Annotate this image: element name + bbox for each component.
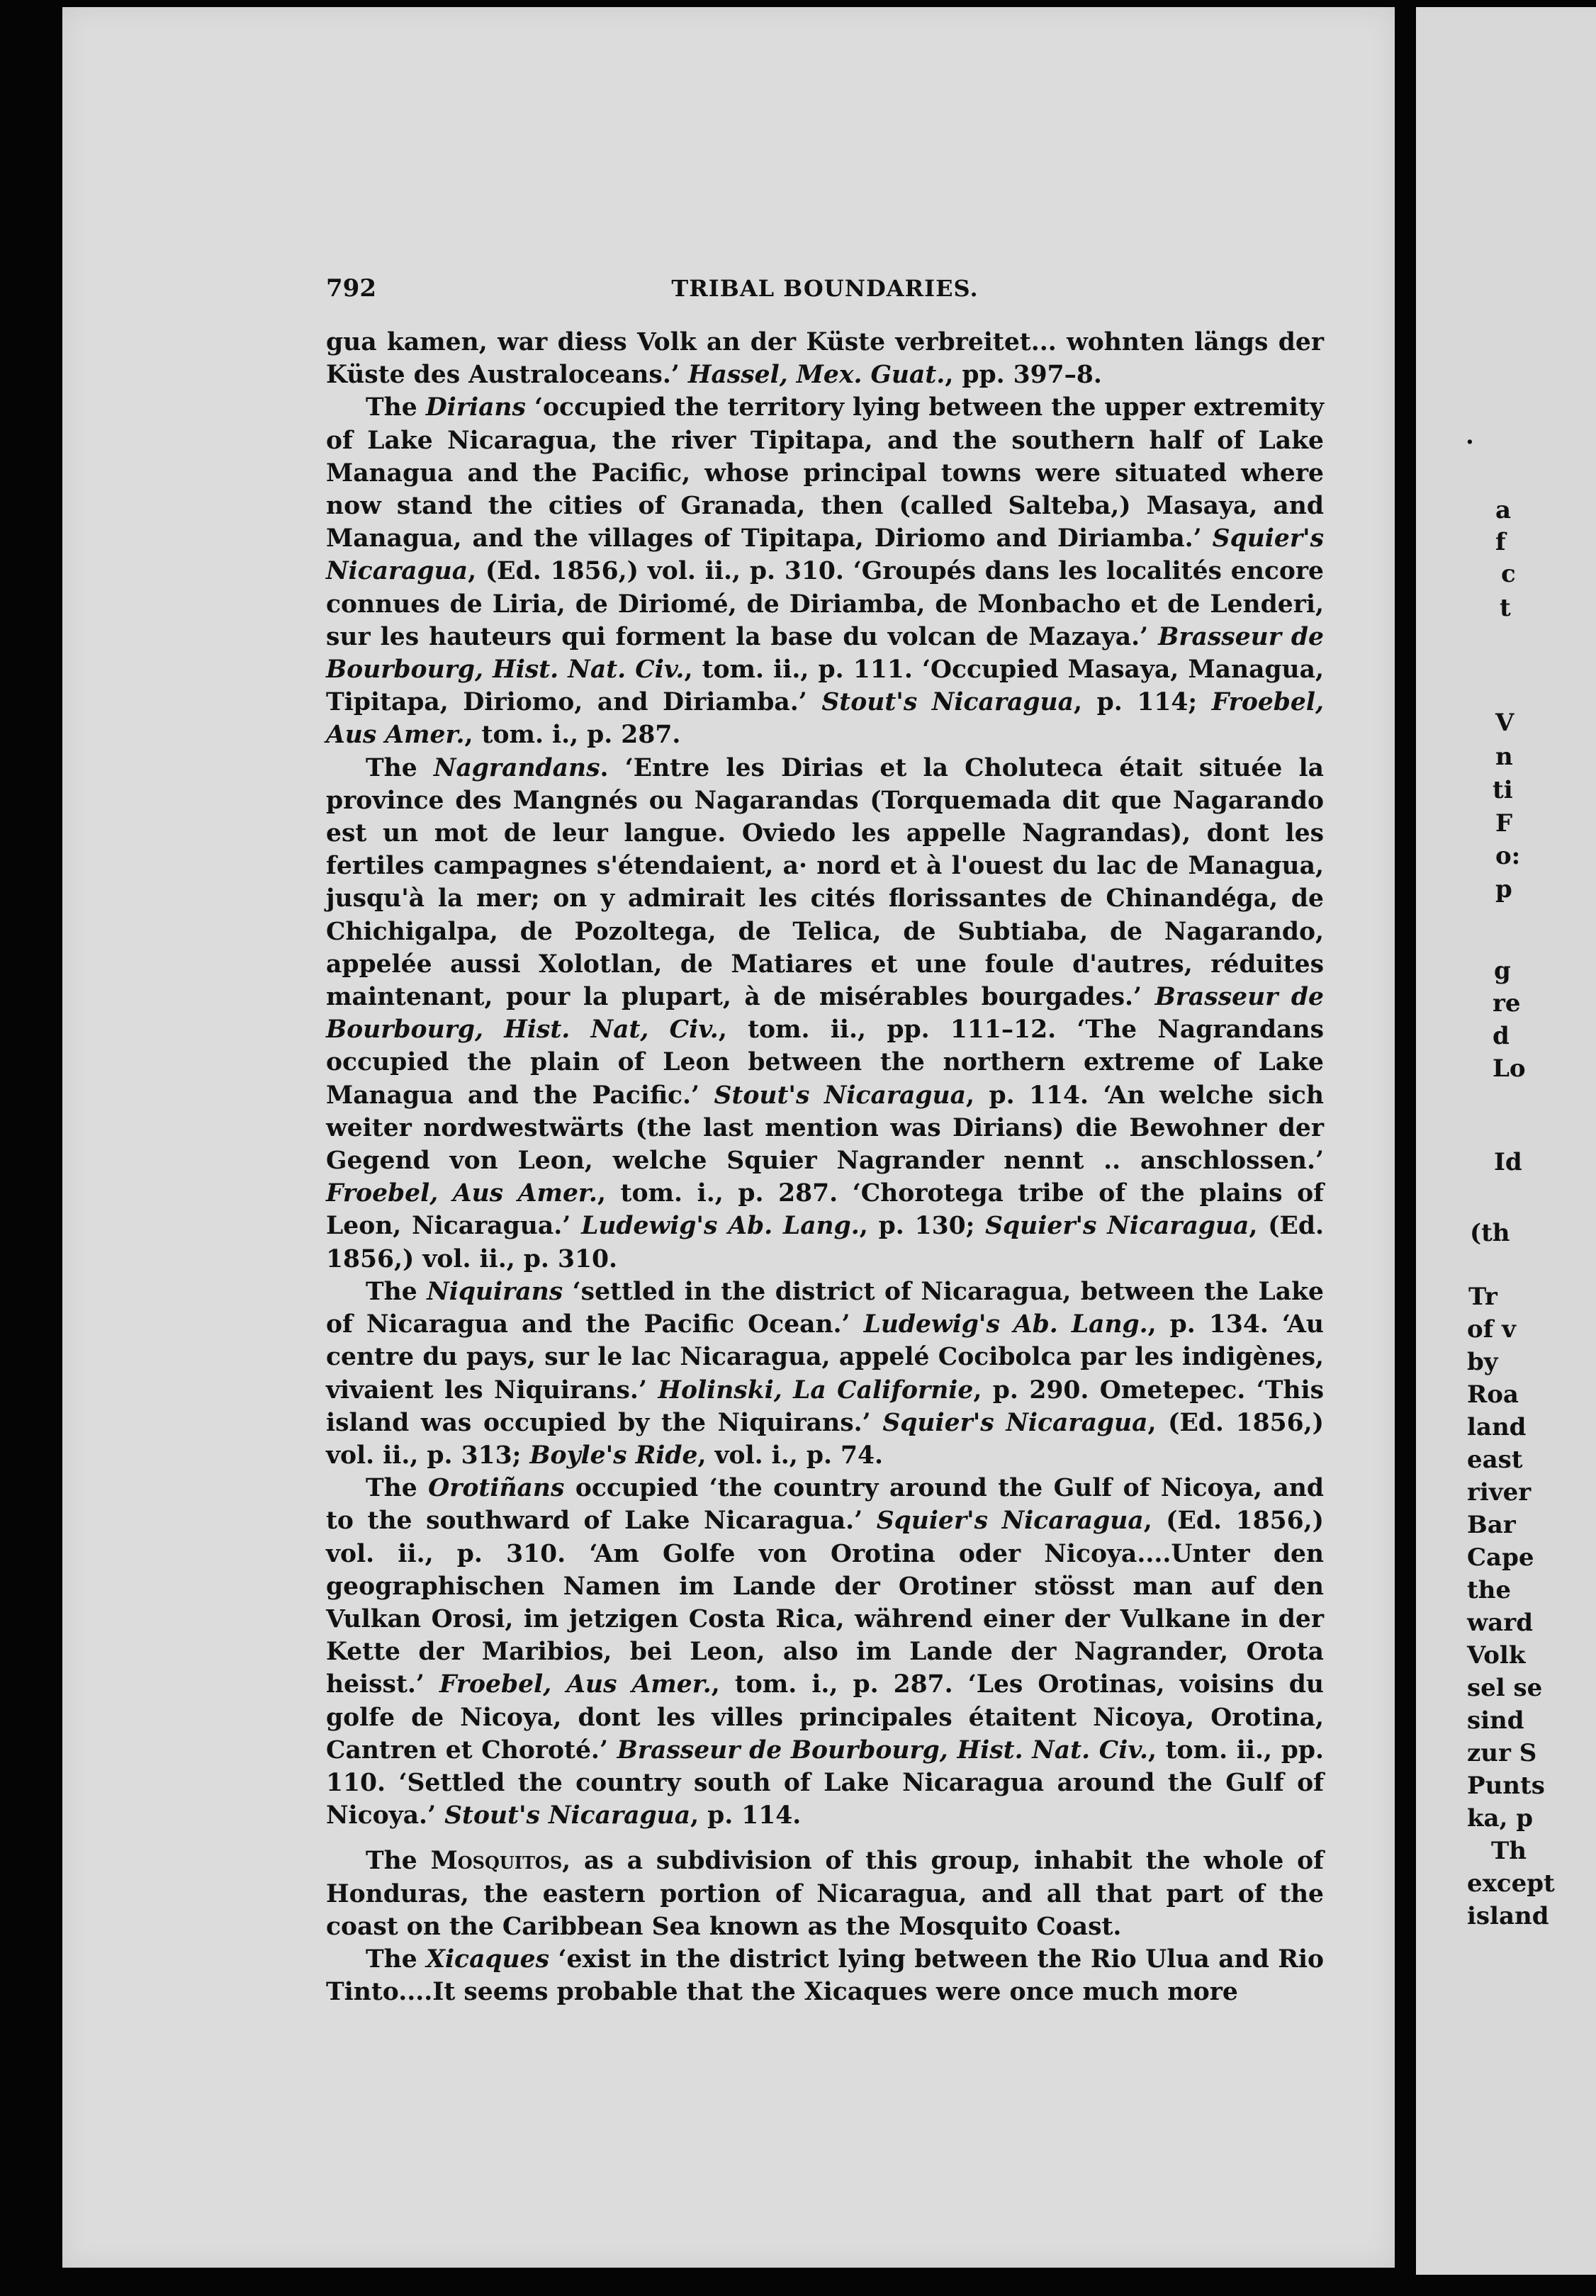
body-text: , p. 114. ‘An welche sich weiter nordwestwärts (the last mention was Dirians) die Bewohner der Gegend von Leon, welche Squier Nagrander nennt .. anschlossen.’ (326, 1081, 1324, 1176)
body-text: The (366, 1277, 427, 1306)
body-text: , (Ed. 1856,) vol. ii., p. 310. (326, 1212, 1324, 1273)
body-text: The (366, 393, 426, 422)
facing-page-fragment: p (1495, 875, 1512, 904)
facing-page-fragment: Th (1491, 1837, 1527, 1865)
body-text: ‘exist in the district lying between the Rio Ulua and Rio Tinto....It seems probable that the Xicaques were once much more (326, 1945, 1325, 2007)
facing-page-fragment: d (1493, 1022, 1510, 1050)
citation-text: Xicaques (426, 1945, 550, 1974)
body-text: . ‘Entre les Dirias et la Choluteca était située la province des Mangnés ou Nagarandas (Torquemada dit que Nagarando est un mot de leur langue. Oviedo les appelle Nagrandas), dont les fertiles campagnes s'étendaient, a· nord et à l'ouest du lac de Managua, jusqu'à la mer; on y admirait les cités florissantes de Chinandéga, de Chichigalpa, de Pozoltega, de Telica, de Subtiaba, de Nagarando, appelée aussi Xolotlan, de Matiares et une foule d'autres, réduites maintenant, pour la plupart, à de misérables bourgades.’ (326, 753, 1324, 1012)
paragraph (326, 1845, 1324, 1943)
body-text: The (366, 753, 434, 782)
body-text: , vol. i., p. 74. (697, 1441, 883, 1470)
book-page (62, 7, 1395, 2268)
running-title: TRIBAL BOUNDARIES. (671, 275, 979, 302)
facing-page-fragment: Volk (1467, 1641, 1526, 1670)
paragraph (326, 391, 1324, 751)
paragraph (326, 1276, 1324, 1472)
facing-page-fragment: f (1495, 528, 1506, 556)
body-text: , as a subdivision of this group, inhabit the whole of Honduras, the eastern portion of Nicaragua, and all that part of the coast on the Caribbean Sea known as the Mosquito Coast. (326, 1847, 1325, 1941)
citation-text: Stout's Nicaragua (821, 688, 1074, 717)
facing-page-fragment: land (1467, 1413, 1527, 1441)
body-text: , p. 114; (1073, 688, 1212, 717)
facing-page-fragment: ward (1467, 1609, 1533, 1637)
citation-text: Squier's Nicaragua (876, 1507, 1144, 1536)
body-text: , p. 134. ‘Au centre du pays, sur le lac Nicaragua, appelé Cocibolca par les indigènes, vivaient les Niquirans.’ (326, 1310, 1324, 1405)
facing-page-fragment: except (1467, 1869, 1555, 1898)
facing-page-fragment: island (1467, 1902, 1549, 1930)
facing-page-fragment: Roa (1467, 1380, 1519, 1409)
body-text: , p. 130; (859, 1212, 986, 1241)
facing-page-fragment: by (1467, 1348, 1498, 1376)
facing-page-fragment: Id (1494, 1148, 1522, 1176)
citation-text: Squier's Nicaragua (985, 1212, 1249, 1241)
citation-text: Squier's Nicaragua (882, 1408, 1148, 1437)
body-text: The (366, 1474, 429, 1503)
facing-page-fragment: o: (1495, 842, 1521, 870)
body-text: ‘settled in the district of Nicaragua, between the Lake of Nicaragua and the Pacific Ocean.’ (326, 1277, 1324, 1339)
body-text: , pp. 397–8. (945, 361, 1102, 390)
facing-page-fragment: east (1467, 1446, 1523, 1474)
body-text: , tom. ii., pp. 110. ‘Settled the country south of Lake Nicaragua around the Gulf of Nicoya.’ (326, 1735, 1324, 1830)
paragraph (326, 326, 1324, 391)
page-text (326, 272, 1324, 2008)
citation-text: Stout's Nicaragua (444, 1801, 691, 1830)
citation-text: Ludewig's Ab. Lang. (581, 1212, 860, 1241)
citation-text: Ludewig's Ab. Lang. (863, 1310, 1148, 1339)
facing-page-fragment: the (1467, 1576, 1512, 1604)
facing-page-fragment: ka, p (1467, 1804, 1534, 1833)
citation-text: Brasseur de Bourbourg, Hist. Nat. Civ. (617, 1735, 1148, 1765)
body-text: , tom. ii., pp. 111–12. ‘The Nagrandans occupied the plain of Leon between the northern extreme of Lake Managua and the Pacific.’ (326, 1015, 1324, 1110)
body-text: , (Ed. 1856,) vol. ii., p. 313; (326, 1408, 1324, 1470)
facing-page-fragment: c (1501, 560, 1516, 588)
citation-text: Froebel, Aus Amer. (439, 1670, 712, 1699)
citation-text: Brasseur de Bourbourg, Hist. Nat. Civ. (326, 622, 1324, 685)
facing-page-fragment: river (1467, 1478, 1532, 1507)
citation-text: Hassel, Mex. Guat. (687, 361, 945, 390)
page-header (326, 272, 1324, 322)
citation-text: Orotiñans (428, 1474, 565, 1503)
paragraph-list (326, 326, 1324, 2008)
citation-text: Squier's Nicaragua (326, 524, 1324, 586)
citation-text: Boyle's Ride (529, 1441, 698, 1470)
citation-text: Holinski, La Californie (658, 1375, 974, 1405)
citation-text: Froebel, Aus Amer. (326, 1179, 597, 1208)
facing-page-edge (1416, 7, 1596, 2275)
body-text: The (366, 1847, 431, 1876)
facing-page-fragment: Punts (1467, 1772, 1545, 1800)
facing-page-fragment: ti (1493, 776, 1513, 804)
facing-page-fragment: . (1466, 422, 1474, 450)
facing-page-fragment: zur S (1467, 1739, 1537, 1767)
body-text: , (Ed. 1856,) vol. ii., p. 310. ‘Am Golfe von Orotina oder Nicoya....Unter den geographischen Namen im Lande der Orotiner stösst man auf den Vulkan Orosi, im jetzigen Costa Rica, während einer der Vulkane in der Kette der Maribios, bei Leon, also im Lande der Nagrander, Orota heisst.’ (326, 1507, 1324, 1699)
citation-text: Stout's Nicaragua (714, 1081, 966, 1110)
citation-text: Dirians (425, 393, 526, 422)
citation-text: Froebel, Aus Amer. (326, 688, 1324, 750)
paragraph (326, 1472, 1324, 1832)
facing-page-fragment: Lo (1493, 1054, 1526, 1083)
facing-page-fragment: Cape (1467, 1543, 1534, 1572)
body-text: occupied ‘the country around the Gulf of Nicoya, and to the southward of Lake Nicaragua.’ (326, 1474, 1324, 1536)
citation-text: Brasseur de Bourbourg, Hist. Nat, Civ. (326, 983, 1324, 1045)
body-text: , tom. i., p. 287. (464, 721, 681, 750)
page-number: 792 (326, 274, 376, 303)
body-text: , tom. i., p. 287. ‘Les Orotinas, voisins du golfe de Nicoya, dont les villes principales étaitent Nicoya, Orotina, Cantren et Choroté.’ (326, 1670, 1324, 1765)
facing-page-fragment: n (1495, 743, 1513, 771)
paragraph (326, 752, 1324, 1276)
facing-page-fragment: sind (1467, 1706, 1524, 1735)
body-text: , p. 290. Ometepec. ‘This island was occupied by the Niquirans.’ (326, 1375, 1324, 1437)
facing-page-fragment: a (1495, 496, 1512, 524)
facing-page-fragment: F (1495, 809, 1513, 838)
facing-page-fragment: sel se (1467, 1674, 1543, 1702)
facing-page-fragment: of v (1467, 1315, 1516, 1344)
body-text: , (Ed. 1856,) vol. ii., p. 310. ‘Groupés dans les localités encore connues de Liria, de Diriomé, de Diriamba, de Monbacho et de Lenderi, sur les hauteurs qui forment la base du volcan de Mazaya.’ (326, 557, 1324, 651)
citation-text: Nagrandans (433, 753, 600, 782)
body-text: , p. 114. (690, 1801, 802, 1830)
body-text: The (366, 1945, 427, 1974)
paragraph (326, 1943, 1324, 2008)
facing-page-fragment: re (1493, 989, 1521, 1018)
facing-page-fragment: (th (1470, 1219, 1510, 1247)
body-text: , tom. i., p. 287. ‘Chorotega tribe of the plains of Leon, Nicaragua.’ (326, 1179, 1324, 1241)
facing-page-fragment: Tr (1468, 1283, 1497, 1311)
body-text: gua kamen, war diess Volk an der Küste verbreitet... wohnten längs der Küste des Australoceans.’ (326, 328, 1324, 390)
facing-page-fragment: V (1495, 709, 1514, 737)
facing-page-fragment: Bar (1467, 1511, 1516, 1539)
body-text: , tom. ii., p. 111. ‘Occupied Masaya, Managua, Tipitapa, Diriomo, and Diriamba.’ (326, 655, 1324, 717)
body-text: ‘occupied the territory lying between the upper extremity of Lake Nicaragua, the river Tipitapa, and the southern half of Lake Managua and the Pacific, whose principal towns were situated where now stand the cities of Granada, then (called Salteba,) Masaya, and Managua, and the villages of Tipitapa, Diriomo and Diriamba.’ (326, 393, 1325, 553)
facing-page-fragment: g (1494, 957, 1511, 985)
citation-text: Niquirans (427, 1277, 563, 1306)
body-text: Mosquitos (430, 1847, 563, 1876)
facing-page-fragment: t (1500, 594, 1511, 622)
